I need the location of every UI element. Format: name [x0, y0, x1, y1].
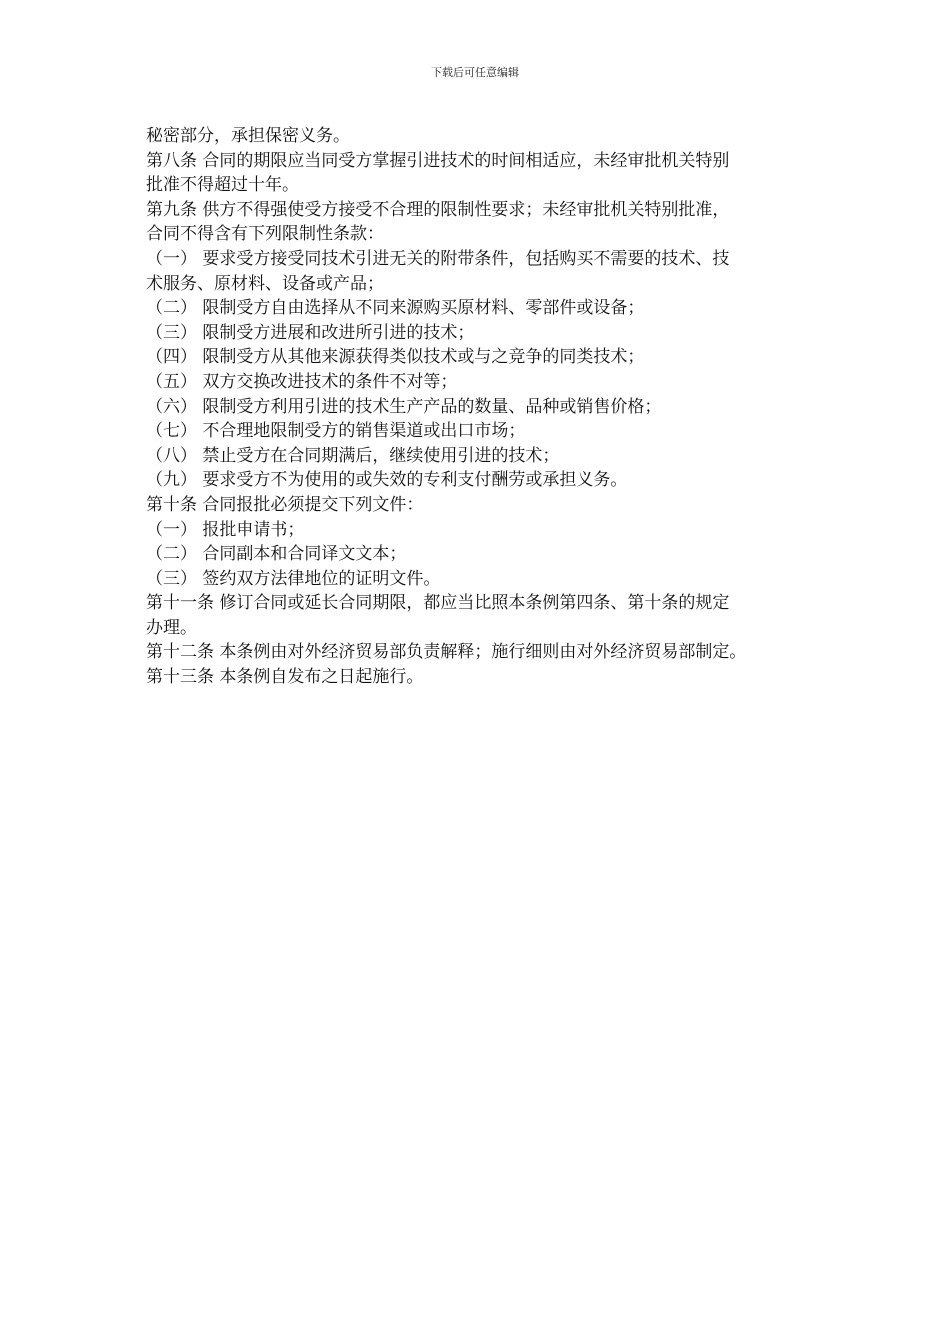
text-line: （二） 合同副本和合同译文文本；	[146, 544, 407, 565]
text-line: （四） 限制受方从其他来源获得类似技术或与之竞争的同类技术；	[146, 347, 645, 368]
text-line: 第十二条 本条例由对外经济贸易部负责解释；施行细则由对外经济贸易部制定。	[146, 642, 747, 663]
text-line: 术服务、原材料、设备或产品；	[146, 273, 384, 294]
text-line: （三） 签约双方法律地位的证明文件。	[146, 568, 441, 589]
text-line: 第十一条 修订合同或延长合同期限，都应当比照本条例第四条、第十条的规定	[146, 593, 730, 614]
document-body	[146, 124, 836, 690]
text-line: （七） 不合理地限制受方的销售渠道或出口市场；	[146, 421, 526, 442]
text-line: （一） 报批申请书；	[146, 519, 305, 540]
text-line: 办理。	[146, 617, 197, 638]
text-line: （三） 限制受方进展和改进所引进的技术；	[146, 322, 475, 343]
text-line: 第十条 合同报批必须提交下列文件：	[146, 494, 424, 515]
text-line: 秘密部分，承担保密义务。	[146, 126, 350, 146]
text-line: （六） 限制受方利用引进的技术生产产品的数量、品种或销售价格；	[146, 396, 662, 417]
text-line: （九） 要求受方不为使用的或失效的专利支付酬劳或承担义务。	[146, 470, 628, 491]
text-line: 合同不得含有下列限制性条款：	[146, 224, 384, 245]
text-line: （二） 限制受方自由选择从不同来源购买原材料、零部件或设备；	[146, 298, 645, 319]
text-line: 第八条 合同的期限应当同受方掌握引进技术的时间相适应，未经审批机关特别	[146, 150, 730, 171]
text-line: 第九条 供方不得强使受方接受不合理的限制性要求；未经审批机关特别批准，	[146, 199, 730, 220]
text-line: 第十三条 本条例自发布之日起施行。	[146, 667, 424, 688]
text-line: （八） 禁止受方在合同期满后，继续使用引进的技术；	[146, 445, 560, 466]
text-line: （一） 要求受方接受同技术引进无关的附带条件，包括购买不需要的技术、技	[146, 248, 730, 269]
text-line: 批准不得超过十年。	[146, 175, 299, 196]
page-header: 下载后可任意编辑	[431, 66, 519, 79]
text-line: （五） 双方交换改进技术的条件不对等；	[146, 371, 458, 392]
